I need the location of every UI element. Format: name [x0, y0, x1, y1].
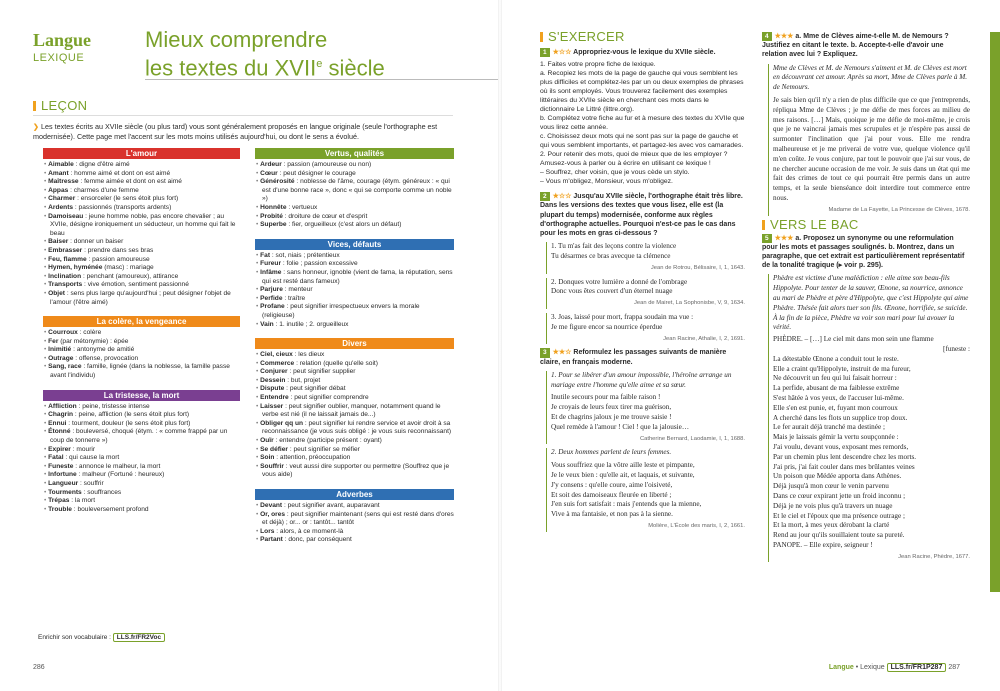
box-head-amour: L'amour: [43, 148, 240, 159]
box-tristesse: [38, 388, 243, 518]
text-line: Par un chemin plus lent descendre chez les morts.: [773, 452, 917, 461]
exercise-column-left: [540, 29, 745, 536]
lexicon-entry: • Honnête : vertueux: [256, 203, 318, 211]
entries-divers: [255, 351, 454, 480]
section-marker-icon: [540, 32, 543, 42]
lexicon-entry: • Superbe : fier, orgueilleux (c'est alors un défaut): [256, 221, 402, 229]
lexicon-entry: • Affliction : peine, tristesse intense: [44, 402, 150, 410]
ex2-head: 2 ★☆☆ Jusqu'au XVIIe siècle, l'orthographe était très libre. Dans les versions des textes que vous lisez, elle est (la plupart du temps) modernisée, conforme aux règles d'orthographe actuelles. Pourquoi n'est-ce pas le cas dans pour les mots en gras ci-dessous ?: [540, 193, 743, 238]
difficulty-stars-icon: ★☆☆: [552, 49, 572, 56]
text-line: Un poison que Médée apporta dans Athènes.: [773, 472, 902, 481]
ex5-head: 5 ★★★ a. Proposez un synonyme ou une reformulation pour les mots et passages soulignés. b. Montrez, dans un paragraphe, que cet extrait est particulièrement représentatif de la tonalité tragique (▸ voir p. 295).: [762, 234, 965, 270]
ex5-number: 5: [762, 234, 772, 243]
text-line: Rend au jour qu'ils souillaient toute sa pureté.: [773, 531, 905, 540]
text-line: Et soit des damoiseaux fleurée en liberté ;: [551, 490, 672, 499]
text-line: J'en suis fort satisfait : mais j'entends que la mienne,: [551, 500, 702, 509]
text-line: A cherché dans les flots un supplice trop doux.: [773, 413, 908, 422]
difficulty-stars-icon: ★★★: [774, 33, 794, 40]
box-amour: [38, 146, 243, 310]
page-title-line2: les textes du XVIIe siècle: [145, 55, 385, 81]
text-line: J'ai pris, j'ai fait couler dans mes brûlantes veines: [773, 462, 915, 471]
lexicon-entry: • Se défier : peut signifier se méfier: [256, 445, 360, 453]
ex2-quote3: 3. Joas, laissé pour mort, frappa soudain ma vue : Je me figure encor sa nourrice éperdue Jean Racine, Athalie, I, 2, 1691.: [546, 313, 745, 344]
text-line: b. Complétez votre fiche au fur et à mesure des textes du XVIIe que vous lirez cette année.: [540, 115, 745, 132]
exercise-column-right: [762, 32, 970, 566]
ex1-head: 1 ★☆☆ Appropriez-vous le lexique du XVIIe siècle.: [540, 48, 745, 57]
text-line: Le fer aurait déjà tranché ma destinée ;: [773, 423, 885, 432]
lexicon-entry: • Devant : peut signifier avant, auparavant: [256, 502, 380, 509]
lexicon-entry: • Damoiseau : jeune homme noble, pas encore chevalier ; au XVIIe, désigne ironiquement un séducteur, un homme qui fait le beau: [44, 212, 236, 237]
lexicon-entry: • Parjure : menteur: [256, 286, 313, 294]
ex4-quote: Mme de Clèves et M. de Nemours s'aiment et M. de Clèves est mort en découvrant cet amour. Après sa mort, Mme de Clèves parle à M. de Nemours. Je sais bien qu'il n'y a rien de plus difficile que ce que j'entreprends, répliqua Mme de Clèves ; je me défie de mes forces au milieu de mes raisons. […] Mais, quoique je me défie de moi-même, je crois que je ne vaincrai jamais mes scrupules et je n'espère pas aussi de surmonter l'inclination que j'ai pour vous. Elle me rendra malheureuse et je me priverai de votre vue, quelque violence qu'il m'en coûte. Je vous conjure, par tout le pouvoir que j'ai sur vous, de ne chercher aucune occasion de me voir. Je suis dans un état qui me fait des crimes de tout ce qui pourrait être permis dans un autre temps, et la seule bienséance doit interdire tout commerce entre nous. Madame de La Fayette, La Princesse de Clèves, 1678.: [768, 64, 970, 216]
text-line: Vous souffriez que la vôtre aille leste et pimpante,: [551, 461, 695, 470]
lexicon-entry: • Fer (par métonymie) : épée: [44, 337, 129, 345]
ex2-number: 2: [540, 192, 550, 201]
text-line: Ne découvrit un feu qui lui faisait horreur :: [773, 374, 897, 383]
text-line: S'est hâtée à vos yeux, de l'accuser lui-même.: [773, 393, 904, 402]
ex2-quote1: 1. Tu m'as fait des leçons contre la violence Tu désarmes ce bras avecque ta clémence Jean de Rotrou, Bélisaire, I, 1, 1643.: [546, 242, 745, 273]
difficulty-stars-icon: ★★☆: [552, 349, 572, 357]
text-line: Vive à ma fantaisie, et non pas à la sienne.: [551, 510, 673, 519]
lexicon-entry: • Aimable : digne d'être aimé: [44, 161, 130, 168]
lexicon-entry: • Sang, race : famille, lignée (dans la noblesse, la famille passe avant l'individu): [44, 363, 230, 380]
text-line: 2. Pour retenir des mots, quoi de mieux que de les employer ? Amusez-vous à parler ou à écrire en utilisant ce lexique !: [540, 151, 728, 168]
box-adverbes: [250, 487, 457, 548]
text-line: Quel remède à l'amour ! Ciel ! que la jalousie…: [551, 422, 690, 431]
text-line: Elle s'en est punie, et, fuyant mon courroux: [773, 403, 898, 412]
text-line: 1. Faites votre propre fiche de lexique.: [540, 61, 656, 69]
lexicon-entry: • Profane : peut signifier irrespectueux envers la morale (religieuse): [256, 303, 420, 319]
ex3-number: 3: [540, 348, 550, 357]
lexicon-column-right: [250, 146, 457, 552]
lexicon-entry: • Soin : attention, préoccupation: [256, 454, 351, 462]
entries-vices: [255, 252, 454, 329]
lexicon-entry: • Or, ores : peut signifier maintenant (sens qui est resté dans d'ores et déjà) ; or... or : tantôt... tantôt: [256, 510, 454, 527]
box-head-vices: Vices, défauts: [255, 239, 454, 250]
enrich-link[interactable]: LLS.fr/FR2Voc: [113, 633, 165, 642]
lexicon-entry: • Souffrir : veut aussi dire supporter ou permettre (Souffrez que je vous aide): [256, 462, 450, 479]
text-line: La détestable Œnone a conduit tout le reste.: [773, 354, 899, 363]
lexicon-entry: • Entendre : peut signifier comprendre: [256, 394, 369, 402]
lecon-rule: [33, 115, 453, 116]
lexicon-entry: • Étonné : bouleversé, choqué (étym. : « comme frappé par un coup de tonnerre »): [44, 428, 228, 445]
lexicon-entry: • Trépas : la mort: [44, 497, 96, 505]
text-line: Déjà je ne vois plus qu'à travers un nuage: [773, 501, 893, 510]
lexicon-entry: • Ennui : tourment, douleur (le sens étoit plus fort): [44, 419, 191, 427]
text-line: J'y consens : qu'elle coure, aime l'oisiveté,: [551, 480, 673, 489]
text-line: 1. Tu m'as fait des leçons contre la violence: [551, 242, 677, 251]
lexicon-entry: • Fureur : folie ; passion excessive: [256, 260, 358, 268]
ex3-head: 3 ★★☆ Reformulez les passages suivants de manière claire, en français moderne.: [540, 349, 727, 366]
ex1-number: 1: [540, 48, 550, 57]
footer-link[interactable]: LLS.fr/FR1P287: [887, 663, 947, 672]
lexicon-entry: • Ardeur : passion (amoureuse ou non): [256, 161, 372, 168]
text-line: Déjà jusqu'à mon cœur le venin parvenu: [773, 482, 889, 491]
lexicon-entry: • Vain : 1. inutile ; 2. orgueilleux: [256, 320, 349, 328]
lexicon-entry: • Amant : homme aimé et dont on est aimé: [44, 169, 171, 177]
section-marker-icon: [762, 220, 765, 230]
text-line: Donc vous êtes couvert d'un éternel nuage: [551, 287, 673, 296]
bac-heading: VERS LE BAC: [762, 220, 970, 230]
entries-tristesse: [43, 403, 240, 515]
lexicon-entry: • Embrasser : prendre dans ses bras: [44, 246, 154, 254]
lexicon-entry: • Dispute : peut signifier débat: [256, 385, 346, 393]
lexicon-entry: • Expirer : mourir: [44, 445, 96, 453]
lexicon-entry: • Chagrin : peine, affliction (le sens étoit plus fort): [44, 411, 190, 419]
side-tab: [990, 32, 1000, 592]
text-line: Elle a craint qu'Hippolyte, instruit de ma fureur,: [773, 364, 911, 373]
box-head-divers: Divers: [255, 338, 454, 349]
text-line: Je me figure encor sa nourrice éperdue: [551, 322, 663, 331]
brand-subtitle: LEXIQUE: [33, 52, 85, 64]
ex4-number: 4: [762, 32, 772, 41]
lexicon-entry: • Feu, flamme : passion amoureuse: [44, 255, 150, 263]
brand-title: Langue: [33, 30, 92, 50]
entries-amour: [43, 161, 240, 307]
lexicon-entry: • Appas : charmes d'une femme: [44, 186, 139, 194]
lexicon-entry: • Lors : alors, à ce moment-là: [256, 527, 344, 535]
page-number-right: 287: [948, 664, 960, 671]
difficulty-stars-icon: ★☆☆: [552, 193, 572, 201]
entries-colere: [43, 329, 240, 381]
text-line: Tu désarmes ce bras avecque ta clémence: [551, 252, 671, 261]
ex5-phedre-line: PHÈDRE. – […] Le ciel mit dans mon sein une flamme: [773, 335, 934, 344]
text-line: – Vous m'obligez, Monsieur, vous m'obligez.: [540, 178, 673, 186]
difficulty-stars-icon: ★★★: [774, 234, 794, 242]
lexicon-entry: • Infortune : malheur (Fortuné : heureux): [44, 471, 165, 479]
text-line: Je croyais de leurs feux tirer ma guérison,: [551, 403, 672, 412]
lexicon-entry: • Baiser : donner un baiser: [44, 238, 124, 246]
text-line: c. Choisissez deux mots qui ne sont pas sur la page de gauche et qui vous semblent importants, et partagez-les avec vos camarades.: [540, 133, 744, 150]
text-line: Dans ce cœur expirant jette un froid inconnu ;: [773, 491, 906, 500]
entries-vertus: [255, 161, 454, 230]
lecon-heading: LEÇON: [33, 98, 87, 113]
page-title: [145, 28, 385, 80]
page-number-left: 286: [33, 664, 45, 671]
lexicon-entry: • Ardents : passionnés (transports ardents): [44, 203, 172, 211]
ex2-quote2: 2. Donques votre lumière a donné de l'ombrage Donc vous êtes couvert d'un éternel nuage Jean de Mairet, La Sophonisbe, V, 9, 1634.: [546, 278, 745, 309]
lexicon-entry: • Funeste : annonce le malheur, la mort: [44, 462, 161, 470]
ex5-quote: Phèdre est victime d'une malédiction : elle aime son beau-fils Hippolyte. Pour tenter de la sauver, Œnone, sa nourrice, annonce au mari de Phèdre et père d'Hippolyte, que c'est Hippolyte qui aime Phèdre. Thésée fait alors tuer son fils. Œnone, horrifiée, se suicide. À la fin de la pièce, Phèdre va voir son mari pour lui avouer la vérité. PHÈDRE. – […] Le ciel mit dans mon sein une flamme [funeste : La détestable Œnone a conduit tout le reste. Elle a craint qu'Hippolyte, instruit de ma fureur, Ne découvrit un feu qui lui faisait horreur : La perfide, abusant de ma faiblesse extrême S'est hâtée à vos yeux, de l'accuser lui-même. Elle s'en est punie, et, fuyant mon courroux A cherché dans les flots un supplice trop doux. Le fer aurait déjà tranché ma destinée ; Mais je laissais gémir la vertu soupçonnée : J'ai voulu, devant vous, exposant mes remords, Par un chemin plus lent descendre chez les morts. J'ai pris, j'ai fait couler dans mes brûlantes veines Un poison que Médée apporta dans Athènes. Déjà jusqu'à mon cœur le venin parvenu Dans ce cœur expirant jette un froid inconnu ; Déjà je ne vois plus qu'à travers un nuage Et le ciel et l'époux que ma présence outrage ; Et la mort, à mes yeux dérobant la clarté Rend au jour qu'ils souillaient toute sa pureté. PANOPE. – Elle expire, seigneur ! Jean Racine, Phèdre, 1677.: [768, 274, 970, 562]
lexicon-entry: • Inimitié : antonyme de amitié: [44, 346, 135, 354]
box-vices: [250, 237, 457, 332]
lexicon-entry: • Ciel, cieux : les dieux: [256, 351, 325, 359]
lexicon-entry: • Tourments : souffrances: [44, 488, 122, 496]
text-line: 2. Donques votre lumière a donné de l'ombrage: [551, 277, 688, 286]
box-head-colere: La colère, la vengeance: [43, 316, 240, 327]
lexicon-entry: • Laisser : peut signifier oublier, manquer, notamment quand le verbe est nié (il ne laissait jamais de...): [256, 402, 441, 419]
ex4-head: 4 ★★★ a. Mme de Clèves aime-t-elle M. de Nemours ? Justifiez en citant le texte. b. Accepte-t-elle d'avoir une relation avec lui ? Expliquez.: [762, 33, 949, 59]
section-marker-icon: [33, 101, 36, 111]
lexicon-column-left: [38, 146, 243, 521]
lexicon-entry: • Infâme : sans honneur, ignoble (vient de fama, la réputation, sens qui est resté dans fameux): [256, 268, 453, 285]
text-line: La perfide, abusant de ma faiblesse extrême: [773, 384, 900, 393]
lexicon-entry: • Courroux : colère: [44, 329, 102, 337]
box-colere: [38, 314, 243, 384]
lexicon-entry: • Perfide : traître: [256, 294, 306, 302]
page-title-line1: Mieux comprendre: [145, 27, 328, 52]
lexicon-entry: • Fatal : qui cause la mort: [44, 454, 120, 462]
text-line: Et le ciel et l'époux que ma présence outrage ;: [773, 511, 906, 520]
entries-adverbes: [255, 502, 454, 545]
enrich-vocab: Enrichir son vocabulaire : LLS.fr/FR2Voc: [38, 634, 165, 641]
text-line: Inutile secours pour ma faible raison !: [551, 393, 661, 402]
ex3-passage2: 2. Deux hommes parlent de leurs femmes. Vous souffriez que la vôtre aille leste et pimpante, Je le veux bien : qu'elle ait, et laquais, et suivante, J'y consens : qu'elle coure, aime l'oisiveté, Et soit des damoiseaux fleurée en liberté ; J'en suis fort satisfait : mais j'entends que la mienne, Vive à ma fantaisie, et non pas à la sienne. Molière, L'École des maris, I, 2, 1661.: [546, 448, 745, 531]
lexicon-entry: • Générosité : noblesse de l'âme, courage (étym. généreux : « qui est d'une bonne race », donc « qui se comporte comme un noble »): [256, 178, 452, 203]
lexicon-entry: • Outrage : offense, provocation: [44, 354, 139, 362]
ex3-passage1: 1. Pour se libérer d'un amour impossible, l'héroïne arrange un mariage entre l'homme qu'elle aime et sa sœur. Inutile secours pour ma faible raison ! Je croyais de leurs feux tirer ma guérison, Et de chagrins jaloux je me trouve saisie ! Quel remède à l'amour ! Ciel ! que la jalousie… Catherine Bernard, Laodamie, I, 1, 1688.: [546, 371, 745, 445]
ex1-body: [540, 60, 745, 186]
lexicon-entry: • Partant : donc, par conséquent: [256, 536, 352, 544]
arrow-icon: ❯: [33, 122, 42, 131]
text-line: J'ai voulu, devant vous, exposant mes remords,: [773, 442, 909, 451]
right-page: [500, 0, 1000, 691]
lexicon-entry: • Probité : droiture de cœur et d'esprit: [256, 212, 368, 220]
title-rule: [145, 79, 500, 80]
lexicon-entry: • Maîtresse : femme aimée et dont on est aimé: [44, 178, 182, 186]
text-line: Mais je laissais gémir la vertu soupçonnée :: [773, 433, 899, 442]
lexicon-entry: • Conjurer : peut signifier supplier: [256, 368, 356, 376]
lexicon-entry: • Commerce : relation (quelle qu'elle soit): [256, 359, 378, 367]
text-line: – Souffrez, cher voisin, que je vous cède un stylo.: [540, 169, 690, 177]
lexicon-entry: • Hymen, hyménée (masc) : mariage: [44, 264, 154, 272]
lexicon-entry: • Inclination : penchant (amoureux), attirance: [44, 272, 179, 280]
exercer-heading: S'EXERCER: [540, 32, 745, 42]
lexicon-entry: • Objet : sens plus large qu'aujourd'hui ; peut désigner l'objet de l'amour (l'être aimé): [44, 289, 231, 306]
box-head-vertus: Vertus, qualités: [255, 148, 454, 159]
lexicon-entry: • Langueur : souffrir: [44, 480, 104, 487]
box-head-adverbes: Adverbes: [255, 489, 454, 500]
box-divers: [250, 336, 457, 483]
box-vertus: [250, 146, 457, 233]
text-line: Et de chagrins jaloux je me trouve saisie !: [551, 412, 672, 421]
lexicon-entry: • Charmer : ensorceler (le sens étoit plus fort): [44, 195, 179, 203]
lexicon-entry: • Transports : vive émotion, sentiment passionné: [44, 281, 189, 289]
intro-text: ❯ Les textes écrits au XVIIe siècle (ou plus tard) vous sont généralement proposés en langue originale (seule l'orthographe est modernisée). Cette page met l'accent sur les mots moins utilisés aujourd'hui, ou dont le sens a évolué.: [33, 122, 438, 141]
text-line: 3. Joas, laissé pour mort, frappa soudain ma vue :: [551, 313, 694, 321]
footer-right: Langue • Lexique LLS.fr/FR1P287 287: [828, 664, 960, 671]
lexicon-entry: • Cœur : peut désigner le courage: [256, 169, 356, 177]
lexicon-entry: • Fat : sot, niais ; prétentieux: [256, 251, 340, 259]
box-head-tristesse: La tristesse, la mort: [43, 390, 240, 401]
text-line: Je le veux bien : qu'elle ait, et laquais, et suivante,: [551, 470, 695, 479]
text-line: Et la mort, à mes yeux dérobant la clarté: [773, 521, 890, 530]
lexicon-entry: • Obliger qq un : peut signifier lui rendre service et avoir droit à sa reconnaissance (je vous suis obligé : je vous suis reconnaissant): [256, 419, 452, 436]
text-line: a. Recopiez les mots de la page de gauche qui vous semblent les plus difficiles et complétez-les par un ou deux exemples de phrases où ils sont employés. Vous trouverez facilement des exemples littéraires du XVIIe siècle en cherchant ces mots dans le dictionnaire Le Littré (littre.org).: [540, 70, 744, 114]
lexicon-entry: • Ouïr : entendre (participe présent : oyant): [256, 437, 382, 445]
lexicon-entry: • Dessein : but, projet: [256, 376, 321, 384]
lexicon-entry: • Trouble : bouleversement profond: [44, 505, 149, 513]
